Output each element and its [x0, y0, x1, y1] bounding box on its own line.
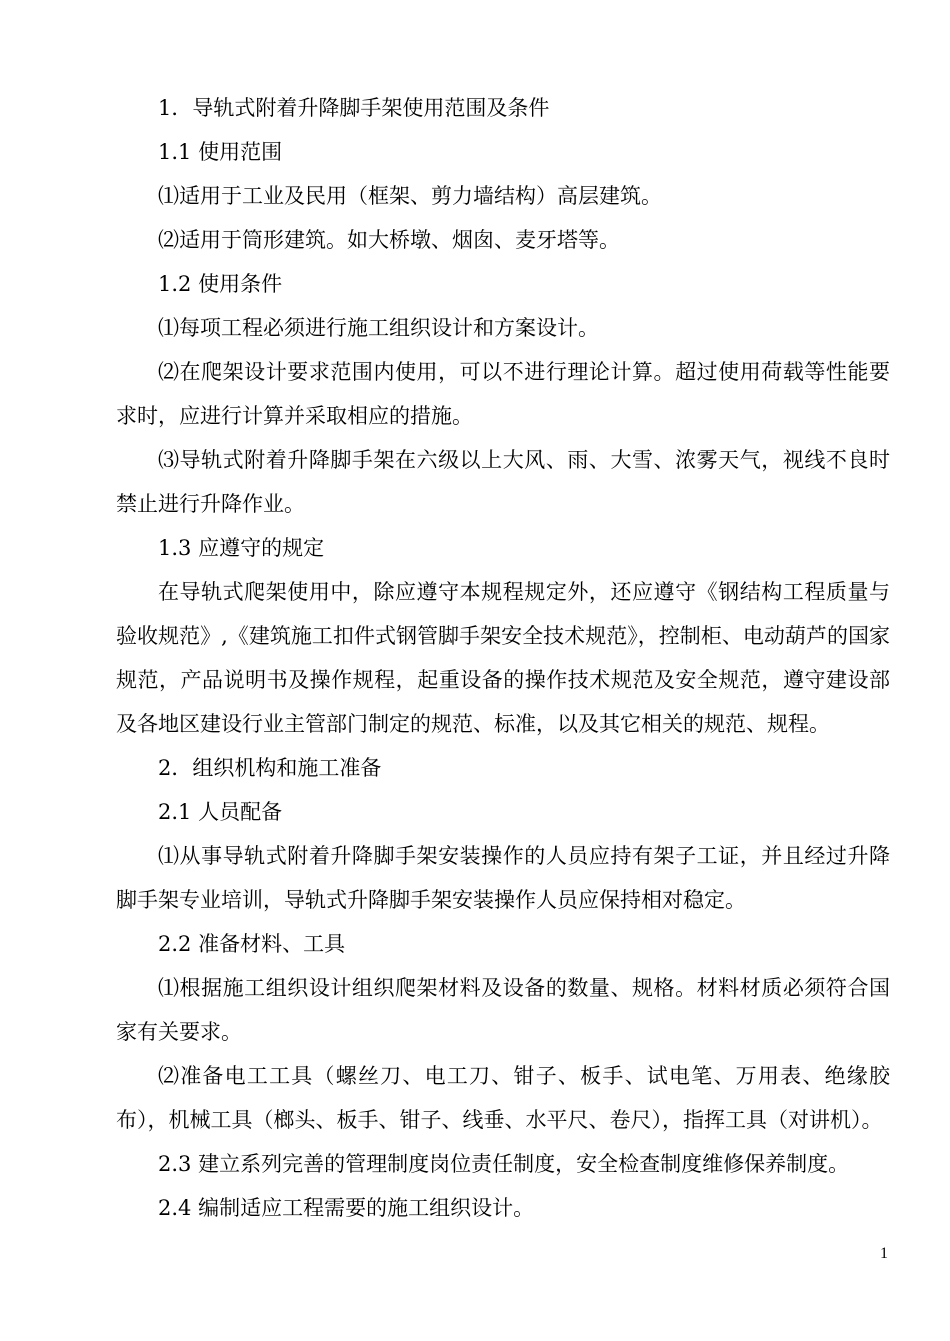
subsection-heading-1-3: 1.3 应遵守的规定 — [158, 536, 325, 560]
subsection-heading-2-3: 2.3 建立系列完善的管理制度岗位责任制度，安全检查制度维修保养制度。 — [158, 1152, 850, 1176]
document-body — [116, 86, 890, 1230]
subsection-heading-2-1: 2.1 人员配备 — [158, 800, 283, 824]
subsection-heading-2-4: 2.4 编制适应工程需要的施工组织设计。 — [158, 1196, 535, 1220]
paragraph-2-1-item-1: ⑴从事导轨式附着升降脚手架安装操作的人员应持有架子工证，并且经过升降脚手架专业培训，导轨式升降脚手架安装操作人员应保持相对稳定。 — [116, 844, 890, 912]
paragraph-1-2-item-1: ⑴每项工程必须进行施工组织设计和方案设计。 — [158, 316, 599, 340]
page-number: 1 — [880, 1245, 888, 1262]
paragraph-2-2-item-2: ⑵准备电工工具（螺丝刀、电工刀、钳子、板手、试电笔、万用表、绝缘胶布），机械工具（榔头、板手、钳子、线垂、水平尺、卷尺），指挥工具（对讲机）。 — [116, 1064, 890, 1132]
paragraph-1-1-item-2: ⑵适用于筒形建筑。如大桥墩、烟囱、麦牙塔等。 — [158, 228, 620, 252]
section-heading-2: 2．组织机构和施工准备 — [158, 756, 382, 780]
subsection-heading-1-1: 1.1 使用范围 — [158, 140, 283, 164]
subsection-heading-2-2: 2.2 准备材料、工具 — [158, 932, 346, 956]
paragraph-1-2-item-3: ⑶导轨式附着升降脚手架在六级以上大风、雨、大雪、浓雾天气，视线不良时禁止进行升降作业。 — [116, 448, 890, 516]
paragraph-2-2-item-1: ⑴根据施工组织设计组织爬架材料及设备的数量、规格。材料材质必须符合国家有关要求。 — [116, 976, 890, 1044]
paragraph-1-2-item-2: ⑵在爬架设计要求范围内使用，可以不进行理论计算。超过使用荷载等性能要求时，应进行计算并采取相应的措施。 — [116, 360, 890, 428]
paragraph-1-3-body: 在导轨式爬架使用中，除应遵守本规程规定外，还应遵守《钢结构工程质量与验收规范》,《建筑施工扣件式钢管脚手架安全技术规范》，控制柜、电动葫芦的国家规范，产品说明书及操作规程，起重设备的操作技术规范及安全规范，遵守建设部及各地区建设行业主管部门制定的规范、标准，以及其它相关的规范、规程。 — [116, 580, 891, 736]
section-heading-1: 1．导轨式附着升降脚手架使用范围及条件 — [158, 96, 550, 120]
paragraph-1-1-item-1: ⑴适用于工业及民用（框架、剪力墙结构）高层建筑。 — [158, 184, 662, 208]
subsection-heading-1-2: 1.2 使用条件 — [158, 272, 283, 296]
